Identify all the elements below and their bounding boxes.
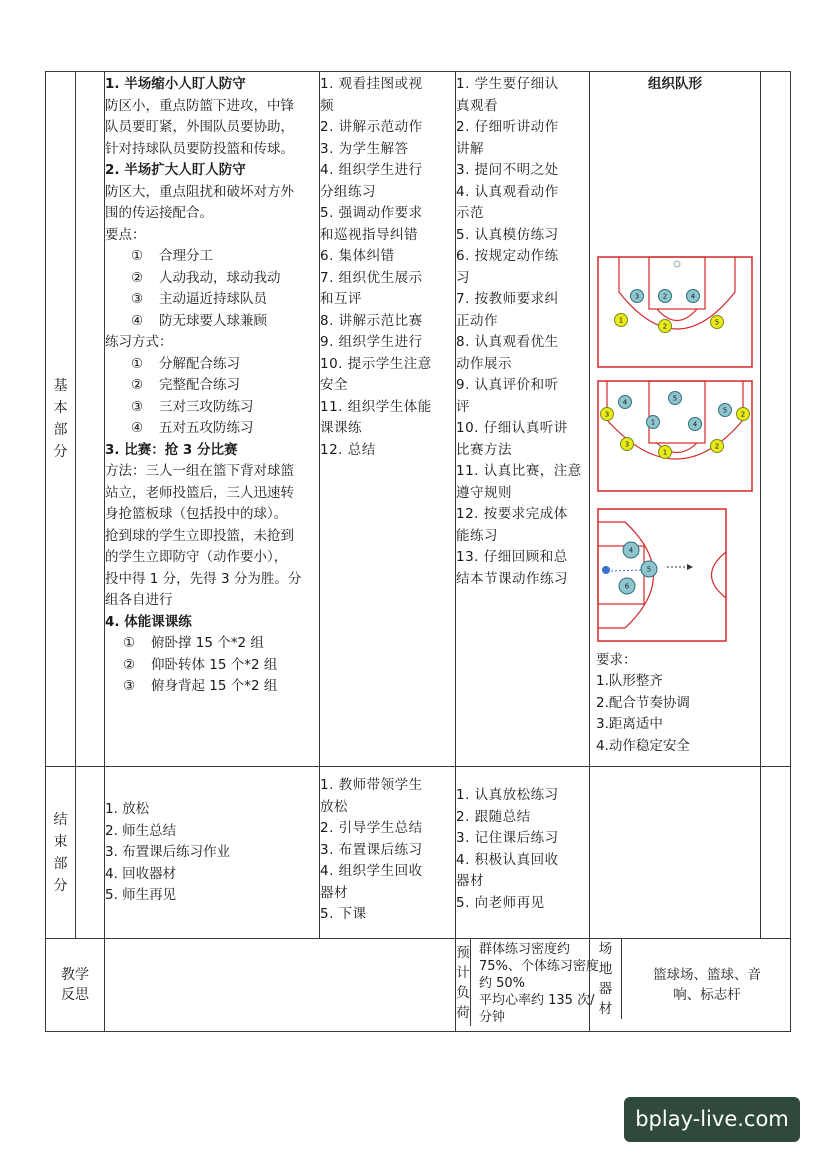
paragraph-line: 围的传运接配合。	[105, 205, 213, 221]
list-line: 11. 组织学生体能	[320, 398, 432, 415]
paragraph-line: 防区小，重点防篮下进攻，中锋	[105, 97, 294, 114]
free-throw-arc	[657, 309, 697, 321]
keypoints-label: 要点：	[105, 226, 146, 243]
list-line: 讲解	[456, 140, 484, 157]
list-item: ② 人动我动，球动我动	[131, 269, 281, 286]
list-line: 5. 认真模仿练习	[456, 226, 559, 243]
load-label	[456, 939, 471, 1026]
label-char: 场	[598, 941, 613, 957]
list-item: ④ 五对五攻防练习	[131, 420, 254, 436]
list-line: 2. 引导学生总结	[320, 820, 423, 836]
player-number: 4	[628, 546, 634, 554]
list-line: 比赛方法	[456, 441, 512, 458]
end-part-label	[46, 767, 76, 939]
player-number: 2	[662, 292, 668, 300]
list-line: 10. 仔细认真听讲	[456, 420, 568, 436]
paragraph-line: 方法：三人一组在篮下背对球篮	[105, 463, 294, 479]
key-area	[649, 381, 705, 443]
list-line: 4. 认真观看动作	[456, 183, 559, 200]
list-item: ④ 防无球要人球兼顾	[131, 312, 267, 329]
paragraph-line: 组各自进行	[105, 592, 173, 608]
list-line: 能练习	[456, 527, 498, 544]
player-number: 4	[690, 292, 696, 300]
end-part-row	[46, 767, 791, 939]
teacher-end-cell	[320, 767, 456, 939]
list-item: ③ 主动逼近持球队员	[131, 291, 267, 307]
player-number: 2	[662, 322, 668, 330]
venue-cell	[590, 939, 791, 1032]
load-cell	[456, 939, 599, 1032]
list-line: 放松	[320, 798, 348, 815]
court-diagram-2	[597, 380, 753, 492]
list-line: 3. 提问不明之处	[456, 162, 559, 178]
court-diagram-1	[597, 256, 753, 368]
list-line: 真观看	[456, 97, 498, 114]
list-line: 分钟	[479, 1010, 506, 1025]
list-line: 12. 按要求完成体	[456, 506, 568, 522]
load-label-text	[456, 943, 470, 1023]
label-char: 部	[53, 422, 68, 438]
paragraph-line: 身抢篮板球（包括投中的球）。	[105, 506, 288, 522]
list-line: 9. 认真评价和听	[456, 377, 559, 393]
list-line: 6. 按规定动作练	[456, 248, 559, 264]
list-line: 结本节课动作练习	[456, 570, 568, 587]
student-activities-cell	[456, 72, 590, 767]
player-number: 4	[692, 420, 698, 428]
end-content-list	[105, 799, 319, 907]
label-char: 材	[598, 1001, 613, 1017]
spacer-cell	[76, 767, 105, 939]
player-number: 1	[650, 418, 656, 426]
paragraph-line: 抢到球的学生立即投篮，未抢到	[105, 527, 294, 544]
label-char: 结	[53, 811, 68, 828]
label-char: 负	[456, 984, 470, 1001]
list-line: 8. 认真观看优生	[456, 334, 559, 350]
list-line: 正动作	[456, 312, 498, 329]
player-markers	[619, 542, 657, 594]
list-line: 分组练习	[320, 183, 376, 200]
section-label-text	[53, 809, 69, 897]
requirements-label: 要求：	[596, 651, 637, 668]
list-line: 3. 记住课后练习	[456, 830, 559, 846]
list-line: 2. 讲解示范动作	[320, 119, 423, 135]
section-label-text	[53, 375, 69, 463]
organization-cell	[590, 72, 761, 767]
spacer-cell	[761, 767, 791, 939]
list-line: 75%、个体练习密度	[479, 959, 599, 974]
list-line: 9. 组织学生进行	[320, 334, 423, 350]
list-line: 5. 下课	[320, 906, 367, 922]
basic-part-row	[46, 72, 791, 767]
spacer-cell	[761, 72, 791, 767]
paragraph-line: 站立，老师投篮后，三人迅速转	[105, 484, 294, 501]
reflection-content-cell	[105, 939, 456, 1032]
list-item: ③ 三对三攻防练习	[131, 398, 254, 415]
player-number: 5	[672, 394, 678, 402]
lesson-plan-table	[45, 71, 791, 1032]
paragraph-line: 针对持球队员要防投篮和传球。	[105, 140, 294, 157]
list-line: 3. 为学生解答	[320, 140, 409, 157]
label-char: 部	[53, 855, 68, 872]
player-number: 5	[722, 406, 728, 414]
list-item: ① 俯卧撑 15 个*2 组	[123, 635, 264, 651]
list-line: 4. 积极认真回收	[456, 851, 559, 868]
list-item: ② 仰卧转体 15 个*2 组	[123, 656, 278, 673]
player-markers	[615, 289, 724, 332]
organization-end-cell	[590, 767, 761, 939]
player-number: 6	[624, 582, 630, 590]
student-end-list	[456, 785, 589, 914]
heading-3: 3. 比赛：抢 3 分比赛	[105, 441, 238, 458]
list-line: 2. 跟随总结	[456, 808, 531, 825]
list-line: 频	[320, 97, 334, 114]
requirement-item: 4.动作稳定安全	[596, 737, 690, 754]
list-line: 器材	[456, 873, 484, 889]
list-line: 习	[456, 269, 470, 286]
list-line: 器材	[320, 884, 348, 901]
basic-part-label	[46, 72, 76, 767]
player-number: 1	[662, 448, 668, 456]
list-line: 5. 强调动作要求	[320, 205, 423, 221]
list-line: 12. 总结	[320, 441, 376, 458]
label-char: 荷	[456, 1004, 470, 1021]
requirement-item: 2.配合节奏协调	[596, 694, 690, 711]
list-item: ① 合理分工	[131, 248, 213, 264]
label-char: 计	[456, 964, 470, 981]
player-number: 3	[634, 292, 640, 300]
requirements-block	[596, 650, 760, 758]
venue-description	[622, 939, 790, 1019]
label-line: 教学	[61, 967, 89, 983]
player-number: 5	[646, 565, 652, 573]
reflection-label	[46, 939, 105, 1032]
hoop-icon	[674, 261, 680, 267]
list-line: 5. 向老师再见	[456, 894, 545, 911]
label-char: 预	[456, 944, 470, 961]
list-item: ② 完整配合练习	[131, 377, 240, 393]
list-line: 示范	[456, 205, 484, 221]
label-char: 基	[53, 378, 68, 394]
list-line: 平均心率约 135 次/	[479, 993, 595, 1008]
list-line: 13. 仔细回顾和总	[456, 549, 568, 565]
paragraph-line: 投中得 1 分，先得 3 分为胜。分	[105, 570, 302, 587]
organization-title: 组织队形	[648, 76, 702, 92]
list-line: 响、标志杆	[673, 987, 741, 1003]
center-circle-arc	[712, 552, 727, 598]
heading-4: 4. 体能课课练	[105, 613, 192, 630]
list-line: 1. 观看挂图或视	[320, 76, 423, 92]
list-line: 2. 仔细听讲动作	[456, 119, 559, 135]
paragraph-line: 队员要盯紧，外围队员要协助，	[105, 119, 294, 135]
label-char: 器	[598, 981, 613, 997]
list-line: 和巡视指导纠错	[320, 226, 418, 243]
section-label-text	[60, 965, 90, 1005]
basic-content-cell	[105, 72, 320, 767]
list-line: 评	[456, 398, 470, 415]
player-markers	[601, 391, 750, 458]
list-line: 7. 组织优生展示	[320, 269, 423, 286]
list-line: 动作展示	[456, 355, 512, 372]
court-diagram-3	[597, 508, 727, 642]
list-line: 安全	[320, 377, 348, 393]
player-number: 4	[622, 398, 628, 406]
list-line: 3. 布置课后练习作业	[105, 844, 231, 860]
list-line: 和互评	[320, 291, 362, 307]
arrow-head-icon	[687, 564, 693, 570]
reflection-row	[46, 939, 791, 1032]
teacher-activities-list	[320, 74, 455, 461]
methods-label: 练习方式：	[105, 334, 173, 350]
venue-label	[590, 939, 622, 1019]
load-description	[471, 939, 603, 1026]
label-char: 地	[598, 961, 613, 977]
list-line: 1. 放松	[105, 801, 150, 817]
hoop-icon	[602, 566, 610, 574]
court-border	[598, 509, 726, 641]
pass-line	[611, 570, 641, 571]
list-line: 篮球场、篮球、音	[653, 967, 761, 983]
list-line: 10. 提示学生注意	[320, 355, 432, 372]
paragraph-line: 防区大，重点阻扰和破坏对方外	[105, 183, 294, 200]
player-number: 2	[740, 410, 746, 418]
end-content-cell	[105, 767, 320, 939]
label-char: 束	[53, 833, 68, 850]
player-number: 3	[604, 410, 610, 418]
label-char: 分	[53, 444, 68, 460]
list-line: 4. 回收器材	[105, 865, 177, 882]
list-line: 11. 认真比赛，注意	[456, 463, 582, 479]
spacer-cell	[76, 72, 105, 767]
player-number: 3	[624, 440, 630, 448]
list-line: 3. 布置课后练习	[320, 841, 423, 858]
heading-2: 2. 半场扩大人盯人防守	[105, 162, 246, 178]
watermark-badge[interactable]: bplay-live.com	[624, 1097, 800, 1142]
list-line: 1. 学生要仔细认	[456, 76, 559, 92]
list-line: 4. 组织学生进行	[320, 162, 423, 178]
player-number: 2	[714, 442, 720, 450]
label-char: 分	[53, 877, 68, 894]
list-line: 1. 教师带领学生	[320, 777, 423, 793]
list-line: 6. 集体纠错	[320, 248, 395, 264]
teacher-end-list	[320, 775, 455, 926]
label-line: 反思	[61, 987, 89, 1003]
list-line: 1. 认真放松练习	[456, 787, 559, 803]
list-line: 7. 按教师要求纠	[456, 291, 559, 307]
list-item: ① 分解配合练习	[131, 355, 240, 372]
list-line: 课课练	[320, 420, 362, 436]
player-number: 1	[618, 316, 624, 324]
list-line: 4. 组织学生回收	[320, 863, 423, 879]
list-line: 遵守规则	[456, 484, 512, 501]
student-activities-list	[456, 74, 589, 590]
player-number: 5	[714, 318, 720, 326]
requirement-item: 3.距离适中	[596, 716, 663, 732]
student-end-cell	[456, 767, 590, 939]
venue-label-text	[599, 939, 613, 1019]
paragraph-line: 的学生立即防守（动作要小），	[105, 549, 288, 565]
heading-1: 1. 半场缩小人盯人防守	[105, 76, 246, 92]
list-line: 群体练习密度约	[479, 942, 571, 957]
list-line: 8. 讲解示范比赛	[320, 312, 423, 329]
requirement-item: 1.队形整齐	[596, 673, 663, 689]
list-item: ③ 俯身背起 15 个*2 组	[123, 678, 278, 694]
teacher-activities-cell	[320, 72, 456, 767]
court-border	[598, 257, 752, 367]
list-line: 2. 师生总结	[105, 822, 177, 839]
label-char: 本	[53, 400, 68, 416]
list-line: 5. 师生再见	[105, 887, 177, 903]
list-line: 约 50%	[479, 976, 526, 991]
